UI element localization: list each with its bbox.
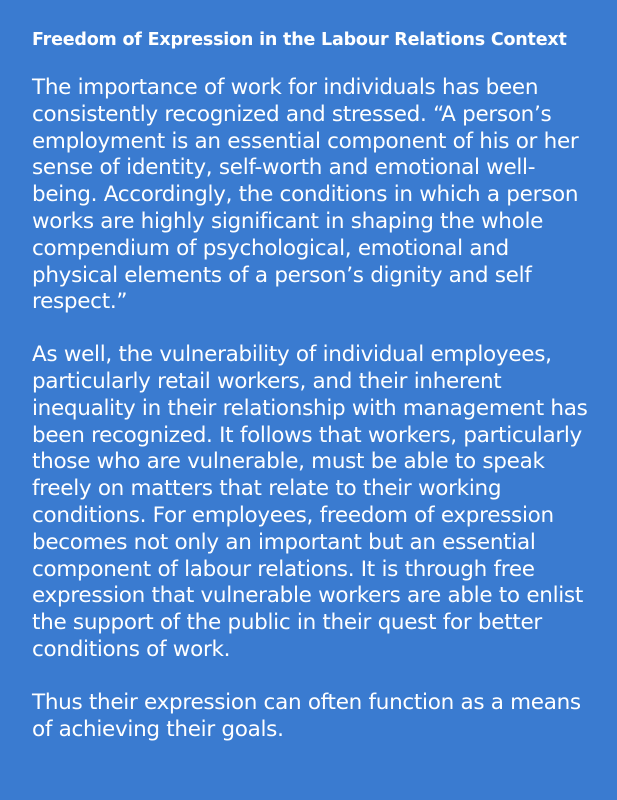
document-title: Freedom of Expression in the Labour Relations Context (32, 30, 567, 50)
paragraph-3: Thus their expression can often function as a means of achieving their goals. (32, 689, 581, 742)
paragraph-1: The importance of work for individuals has been consistently recognized and stressed. “A person’s employment is an essential component of his or her sense of identity, self-worth and emotional well-being. Accordingly, the conditions in which a person works are highly significant in shaping the whole compendium of psychological, emotional and physical elements of a person’s dignity and self respect.” (32, 75, 579, 315)
paragraph-2: As well, the vulnerability of individual employees, particularly retail workers, and their inherent inequality in their relationship with management has been recognized. It follows that workers, particularly those who are vulnerable, must be able to speak freely on matters that relate to their working conditions. For employees, freedom of expression becomes not only an important but an essential component of labour relations. It is through free expression that vulnerable workers are able to enlist the support of the public in their quest for better conditions of work. (32, 342, 588, 662)
